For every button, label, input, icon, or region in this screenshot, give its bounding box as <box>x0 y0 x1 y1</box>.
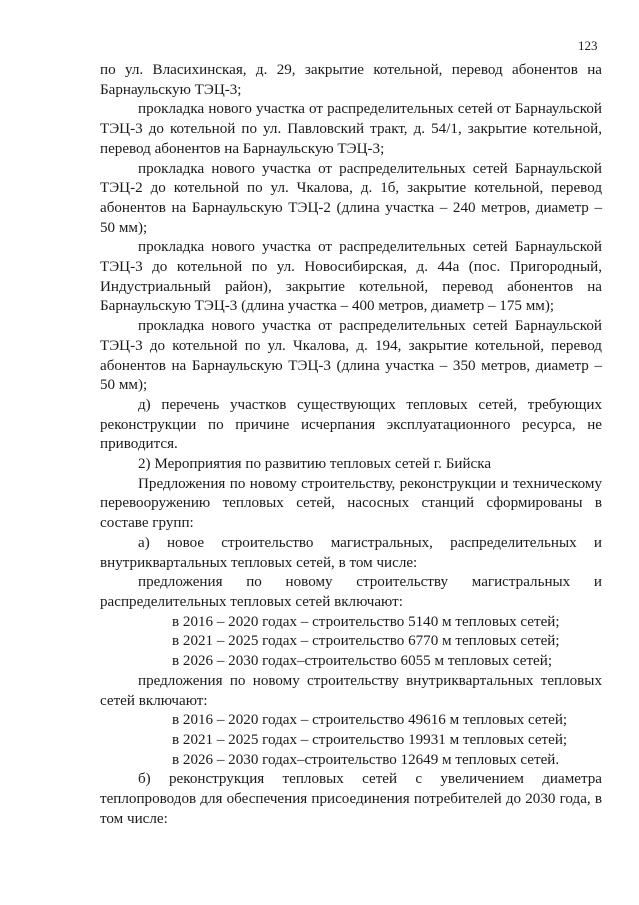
paragraph-novosibirskaya-44a: прокладка нового участка от распределительных сетей Барнаульской ТЭЦ-3 до котельной по ул. Новосибирская, д. 44а (пос. Пригородный, Индустриальный район), закрытие котельной, перевод абонентов на Барнаульскую ТЭЦ-3 (длина участка – 400 метров, диаметр – 175 мм); <box>100 239 602 315</box>
list-item-mainline-2016-2020: в 2016 – 2020 годах – строительство 5140 м тепловых сетей; <box>172 613 560 630</box>
list-item-intraquarter-2026-2030: в 2026 – 2030 годах–строительство 12649 м тепловых сетей. <box>172 751 560 768</box>
paragraph-proposals-intro: Предложения по новому строительству, реконструкции и техническому перевооружению тепловых сетей, насосных станций сформированы в составе групп: <box>100 475 602 532</box>
section-heading-biysk: 2) Мероприятия по развитию тепловых сетей г. Бийска <box>138 456 492 473</box>
paragraph-chkalova-1b: прокладка нового участка от распределительных сетей Барнаульской ТЭЦ-2 до котельной по ул. Чкалова, д. 1б, закрытие котельной, перевод абонентов на Барнаульскую ТЭЦ-2 (длина участка – 240 метров, диаметр – 50 мм); <box>100 160 602 236</box>
paragraph-item-b: б) реконструкция тепловых сетей с увеличением диаметра теплопроводов для обеспечения присоединения потребителей до 2030 года, в том числе: <box>100 771 602 827</box>
list-item-mainline-2021-2025: в 2021 – 2025 годах – строительство 6770 м тепловых сетей; <box>172 633 560 650</box>
paragraph-tec3-vlasikhinskaya: по ул. Власихинская, д. 29, закрытие котельной, перевод абонентов на Барнаульскую ТЭЦ-3; <box>100 62 602 98</box>
paragraph-item-d: д) перечень участков существующих тепловых сетей, требующих реконструкции по причине исчерпания эксплуатационного ресурса, не приводится. <box>100 396 602 453</box>
list-item-intraquarter-2016-2020: в 2016 – 2020 годах – строительство 49616 м тепловых сетей; <box>172 712 568 729</box>
paragraph-chkalova-194: прокладка нового участка от распределительных сетей Барнаульской ТЭЦ-3 до котельной по ул. Чкалова, д. 194, закрытие котельной, перевод абонентов на Барнаульскую ТЭЦ-3 (длина участка – 350 метров, диаметр – 50 мм); <box>100 318 602 394</box>
list-item-mainline-2026-2030: в 2026 – 2030 годах–строительство 6055 м тепловых сетей; <box>172 653 553 670</box>
list-item-intraquarter-2021-2025: в 2021 – 2025 годах – строительство 19931 м тепловых сетей; <box>172 731 568 748</box>
paragraph-item-a: а) новое строительство магистральных, распределительных и внутриквартальных тепловых сетей, в том числе: <box>100 534 602 571</box>
paragraph-intraquarter-proposals: предложения по новому строительству внутриквартальных тепловых сетей включают: <box>100 672 602 709</box>
page-number: 123 <box>578 38 598 53</box>
paragraph-pavlovsky-trakt: прокладка нового участка от распределительных сетей от Барнаульской ТЭЦ-3 до котельной по ул. Павловский тракт, д. 54/1, закрытие котельной, перевод абонентов на Барнаульскую ТЭЦ-3; <box>100 101 602 157</box>
paragraph-mainline-proposals: предложения по новому строительству магистральных и распределительных тепловых сетей включают: <box>100 574 602 610</box>
document-body <box>100 61 602 829</box>
